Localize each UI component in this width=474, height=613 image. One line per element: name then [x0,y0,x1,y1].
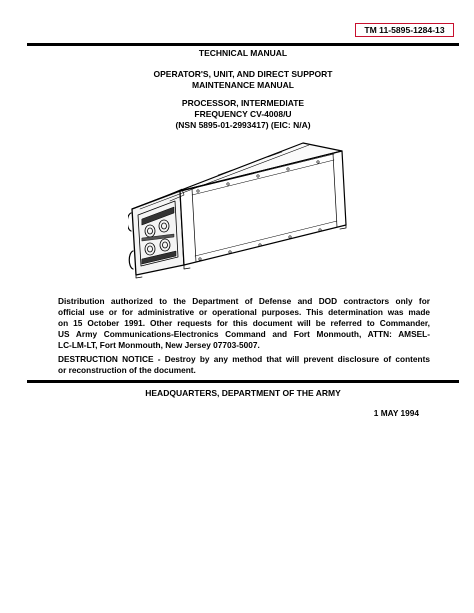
distribution-line: official use or for administrative or operational purposes. This determination was made [58,307,430,317]
destruction-line: DESTRUCTION NOTICE - Destroy by any method that will prevent disclosure of contents [58,354,430,364]
destruction-line: or reconstruction of the document. [58,365,196,375]
distribution-line: LC-LM-LT, Fort Monmouth, New Jersey 07703-5007. [58,340,260,350]
equipment-illustration [128,135,363,280]
top-rule [27,43,459,46]
manual-title-line-2: MAINTENANCE MANUAL [192,80,294,90]
manual-title-line-1: OPERATOR'S, UNIT, AND DIRECT SUPPORT [153,69,333,79]
destruction-notice [58,354,430,376]
distribution-line: on 15 October 1991. Other requests for this document will be referred to Commander, [58,318,430,328]
tm-number-box: TM 11-5895-1284-13 [355,23,454,37]
publication-date: 1 MAY 1994 [373,408,419,418]
bottom-rule [27,380,459,383]
distribution-line: US Army Communications-Electronics Command and Fort Monmouth, ATTN: AMSEL- [58,329,430,339]
manual-type: TECHNICAL MANUAL [198,48,288,58]
headquarters-line: HEADQUARTERS, DEPARTMENT OF THE ARMY [145,388,341,398]
distribution-line: Distribution authorized to the Department of Defense and DOD contractors only for [58,296,430,306]
distribution-statement [58,296,430,351]
equipment-nsn-line: (NSN 5895-01-2993417) (EIC: N/A) [175,120,311,130]
equipment-name-line-2: FREQUENCY CV-4008/U [194,109,292,119]
equipment-name-line-1: PROCESSOR, INTERMEDIATE [181,98,305,108]
